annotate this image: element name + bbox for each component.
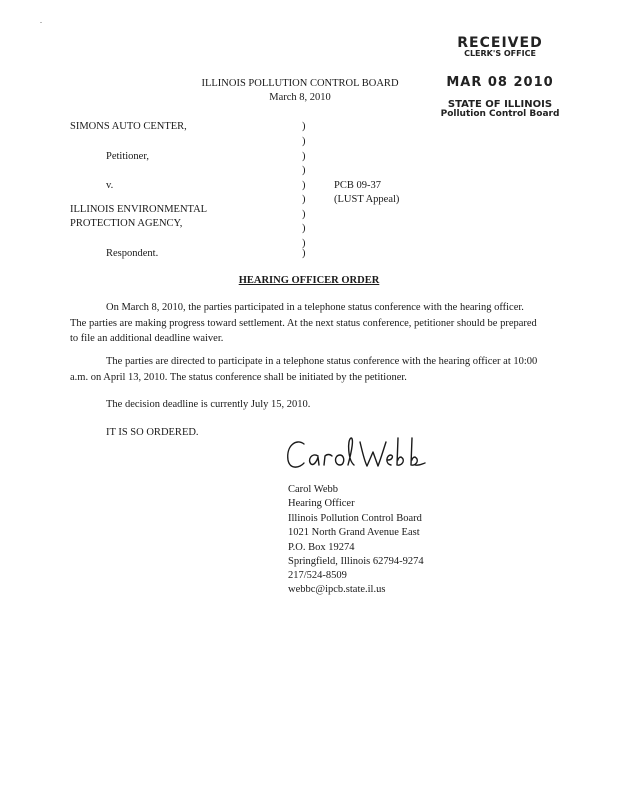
petitioner-name: SIMONS AUTO CENTER, xyxy=(70,121,187,132)
caption-paren: ) xyxy=(302,121,306,132)
handwritten-signature xyxy=(282,430,432,480)
petitioner-role: Petitioner, xyxy=(106,151,150,162)
paragraph-directive-text: The parties are directed to participate in a telephone status conference with the hearing officer at 10:00 a.m. on April 13, 2010. The status conference shall be initiated by the petitioner. xyxy=(70,356,538,383)
respondent-role: Respondent. xyxy=(106,248,159,259)
stamp-board: Pollution Control Board xyxy=(440,109,560,120)
versus-label: v. xyxy=(106,180,114,191)
signer-street: 1021 North Grand Avenue East xyxy=(288,527,420,538)
signer-title: Hearing Officer xyxy=(288,498,355,509)
case-type: (LUST Appeal) xyxy=(334,194,400,205)
order-date: March 8, 2010 xyxy=(269,92,331,103)
signer-email[interactable]: webbc@ipcb.state.il.us xyxy=(288,584,386,595)
agency-header: ILLINOIS POLLUTION CONTROL BOARD xyxy=(201,78,399,89)
closing-text: IT IS SO ORDERED. xyxy=(106,427,199,438)
caption-paren: ) xyxy=(302,180,306,191)
paragraph-deadline xyxy=(70,397,540,413)
paragraph-status-text: On March 8, 2010, the parties participated in a telephone status conference with the hearing officer. The parties are making progress toward settlement. At the next status conference, petitioner should be prepared to file an additional deadline waiver. xyxy=(70,302,537,344)
stamp-clerks-office: CLERK'S OFFICE xyxy=(464,49,536,58)
stamp-date: MAR 08 2010 xyxy=(446,74,554,90)
caption-paren: ) xyxy=(302,223,306,234)
caption-paren: ) xyxy=(302,248,306,259)
respondent-name-line2: PROTECTION AGENCY, xyxy=(70,218,183,229)
order-title: HEARING OFFICER ORDER xyxy=(238,275,380,286)
paragraph-directive xyxy=(70,354,540,385)
page-mark: - xyxy=(40,20,42,26)
signer-city: Springfield, Illinois 62794-9274 xyxy=(288,556,424,567)
paragraph-deadline-text: The decision deadline is currently July 15, 2010. xyxy=(106,399,311,410)
stamp-received: RECEIVED xyxy=(457,35,543,51)
received-stamp xyxy=(440,36,560,120)
caption-paren: ) xyxy=(302,238,306,249)
caption-paren: ) xyxy=(302,151,306,162)
stamp-state: STATE OF ILLINOIS xyxy=(447,98,553,110)
signer-name: Carol Webb xyxy=(288,484,338,495)
paragraph-status xyxy=(70,300,540,347)
caption-paren: ) xyxy=(302,136,306,147)
signer-agency: Illinois Pollution Control Board xyxy=(288,513,422,524)
case-number: PCB 09-37 xyxy=(334,180,381,191)
signer-po-box: P.O. Box 19274 xyxy=(288,542,355,553)
signer-phone: 217/524-8509 xyxy=(288,570,347,581)
caption-paren: ) xyxy=(302,165,306,176)
caption-paren: ) xyxy=(302,209,306,220)
caption-paren: ) xyxy=(302,194,306,205)
respondent-name-line1: ILLINOIS ENVIRONMENTAL xyxy=(70,204,208,215)
